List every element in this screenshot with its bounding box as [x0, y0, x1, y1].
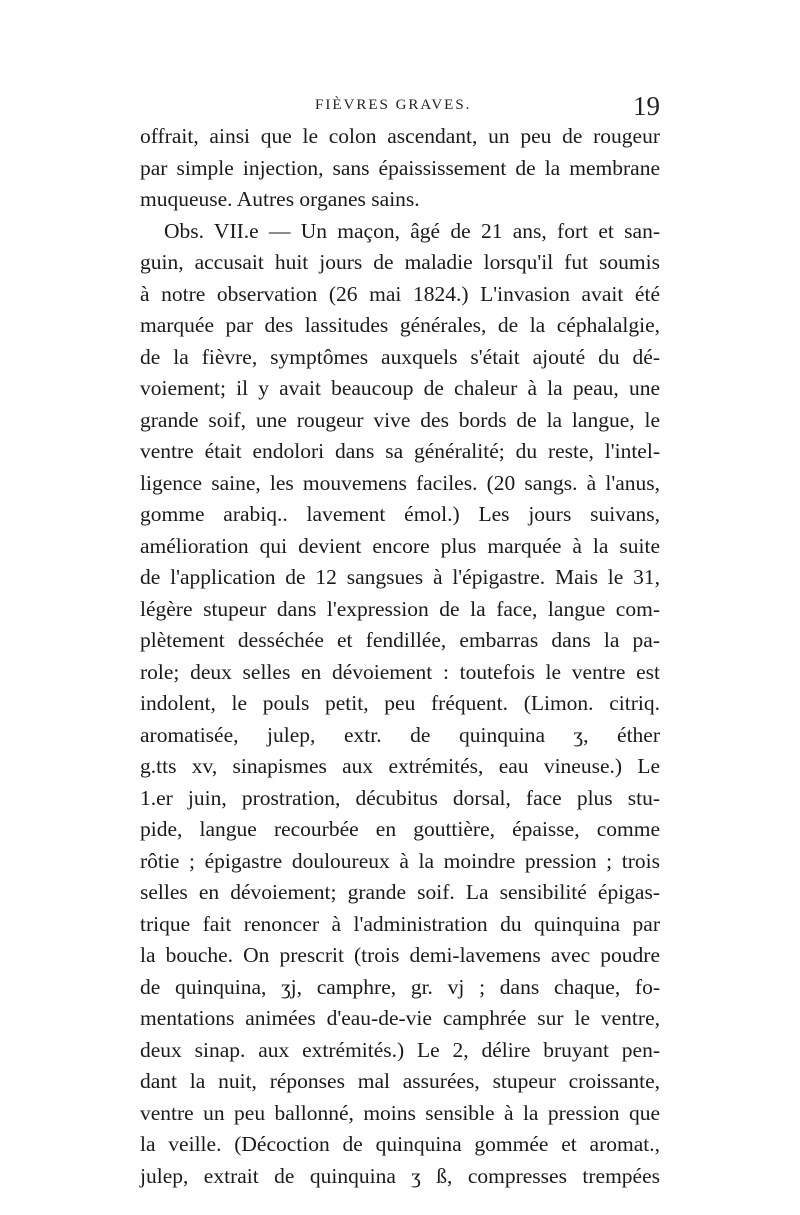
text-line: Obs. VII.e — Un maçon, âgé de 21 ans, fort et san- [164, 218, 660, 243]
text-line: de la fièvre, symptômes auxquels s'était ajouté du dé- [140, 344, 660, 369]
text-line: aromatisée, julep, extr. de quinquina ʒ, éther [140, 722, 660, 747]
running-title: FIÈVRES GRAVES. [315, 97, 472, 113]
text-line: plètement desséchée et fendillée, embarras dans la pa- [140, 628, 660, 652]
text-line: g.tts xv, sinapismes aux extrémités, eau vineuse.) Le [140, 754, 660, 778]
text-line: offrait, ainsi que le colon ascendant, un peu de rougeur [140, 124, 660, 148]
text-line: légère stupeur dans l'expression de la face, langue com- [140, 596, 660, 621]
text-line: indolent, le pouls petit, peu fréquent. (Limon. citriq. [140, 691, 660, 715]
text-line: rôtie ; épigastre douloureux à la moindre pression ; trois [140, 848, 660, 873]
text-line: gomme arabiq.. lavement émol.) Les jours suivans, [140, 502, 660, 526]
text-line: mentations animées d'eau-de-vie camphrée sur le ventre, [140, 1006, 660, 1030]
text-line: julep, extrait de quinquina ʒ ß, compresses trempées [140, 1163, 660, 1188]
text-line: marquée par des lassitudes générales, de la céphalalgie, [140, 313, 660, 337]
text-line: voiement; il y avait beaucoup de chaleur à la peau, une [140, 376, 660, 400]
text-line: ventre était endolori dans sa généralité; du reste, l'intel- [140, 439, 660, 463]
text-line: amélioration qui devient encore plus marquée à la suite [140, 533, 660, 558]
text-line: à notre observation (26 mai 1824.) L'invasion avait été [140, 281, 660, 306]
text-line: pide, langue recourbée en gouttière, épaisse, comme [140, 817, 660, 841]
text-line: la bouche. On prescrit (trois demi-lavemens avec poudre [140, 943, 660, 967]
text-line: de l'application de 12 sangsues à l'épigastre. Mais le 31, [140, 565, 660, 589]
text-line: dant la nuit, réponses mal assurées, stupeur croissante, [140, 1069, 660, 1093]
text-line: la veille. (Décoction de quinquina gommée et aromat., [140, 1132, 660, 1156]
text-line: guin, accusait huit jours de maladie lorsqu'il fut soumis [140, 250, 660, 274]
text-line: ligence saine, les mouvemens faciles. (20 sangs. à l'anus, [140, 470, 660, 495]
text-line: selles en dévoiement; grande soif. La sensibilité épigas- [140, 880, 660, 904]
text-line: 1.er juin, prostration, décubitus dorsal, face plus stu- [140, 785, 660, 810]
body-text [140, 121, 660, 1192]
text-line: role; deux selles en dévoiement : toutefois le ventre est [140, 659, 660, 684]
page-number: 19 [633, 91, 660, 121]
text-line: ventre un peu ballonné, moins sensible à la pression que [140, 1100, 660, 1125]
text-line: de quinquina, ʒj, camphre, gr. vj ; dans chaque, fo- [140, 974, 660, 999]
text-line: trique fait renoncer à l'administration du quinquina par [140, 911, 660, 936]
text-line: par simple injection, sans épaississement de la membrane [140, 155, 660, 180]
text-line: grande soif, une rougeur vive des bords de la langue, le [140, 407, 660, 432]
text-line: muqueuse. Autres organes sains. [140, 187, 420, 211]
text-line: deux sinap. aux extrémités.) Le 2, délire bruyant pen- [140, 1037, 660, 1062]
